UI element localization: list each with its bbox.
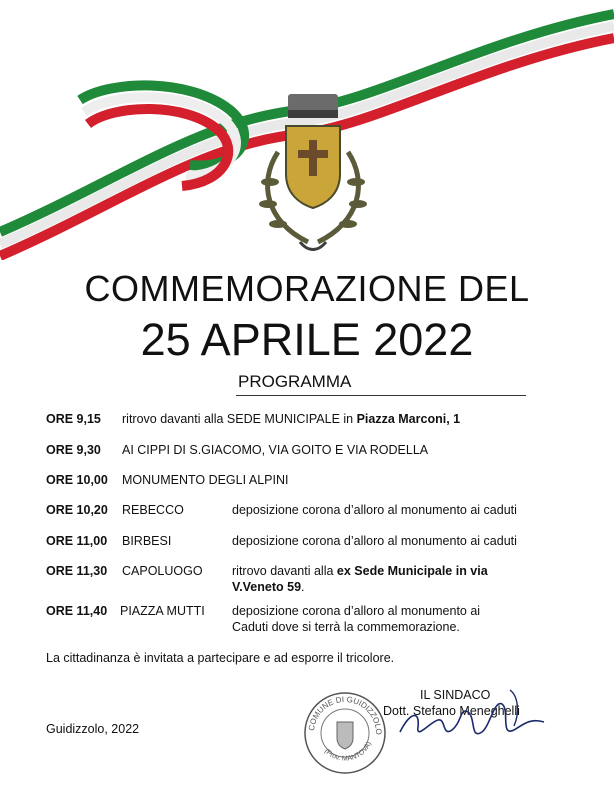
title-line-1: COMMEMORAZIONE DEL bbox=[84, 268, 530, 309]
programma-heading: PROGRAMMA bbox=[238, 372, 352, 391]
schedule-desc: deposizione corona d’alloro al monumento ai caduti bbox=[232, 503, 517, 517]
schedule-time: ORE 9,30 bbox=[46, 443, 101, 457]
schedule-place: REBECCO bbox=[122, 503, 184, 517]
date-place: Guidizzolo, 2022 bbox=[46, 722, 140, 736]
signature-role: IL SINDACO bbox=[420, 688, 491, 702]
municipal-crest-icon bbox=[248, 92, 378, 262]
schedule-time: ORE 10,00 bbox=[46, 473, 108, 487]
schedule-time: ORE 11,30 bbox=[46, 564, 108, 578]
schedule-time: ORE 9,15 bbox=[46, 412, 101, 426]
schedule-time: ORE 11,00 bbox=[46, 534, 108, 548]
schedule-place: BIRBESI bbox=[122, 534, 172, 548]
title-line-2: 25 APRILE 2022 bbox=[140, 314, 474, 365]
schedule-place: CAPOLUOGO bbox=[122, 564, 203, 578]
schedule-time: ORE 10,20 bbox=[46, 503, 108, 517]
schedule-place: PIAZZA MUTTI bbox=[120, 604, 205, 618]
schedule-desc: ritrovo davanti alla ex Sede Municipale in via V.Veneto 59. bbox=[232, 564, 488, 594]
invitation-note: La cittadinanza è invitata a partecipare e ad esporre il tricolore. bbox=[46, 651, 395, 665]
municipal-stamp-icon bbox=[302, 690, 388, 776]
schedule-text: AI CIPPI DI S.GIACOMO, VIA GOITO E VIA RODELLA bbox=[122, 443, 429, 457]
schedule-text: MONUMENTO DEGLI ALPINI bbox=[122, 473, 289, 487]
schedule-time: ORE 11,40 bbox=[46, 604, 108, 618]
signature-name: Dott. Stefano Meneghelli bbox=[383, 704, 520, 718]
svg-text:COMUNE DI GUIDIZZOLO: COMUNE DI GUIDIZZOLO bbox=[307, 694, 384, 735]
handwritten-signature bbox=[390, 682, 550, 752]
schedule-desc: deposizione corona d’alloro al monumento ai Caduti dove si terrà la commemorazione. bbox=[232, 604, 481, 634]
schedule-desc: deposizione corona d’alloro al monumento ai caduti bbox=[232, 534, 517, 548]
programma-underline bbox=[236, 395, 526, 396]
svg-text:(Prov. MANTOVA): (Prov. MANTOVA) bbox=[322, 740, 373, 763]
schedule-text: ritrovo davanti alla SEDE MUNICIPALE in Piazza Marconi, 1 bbox=[122, 412, 461, 426]
